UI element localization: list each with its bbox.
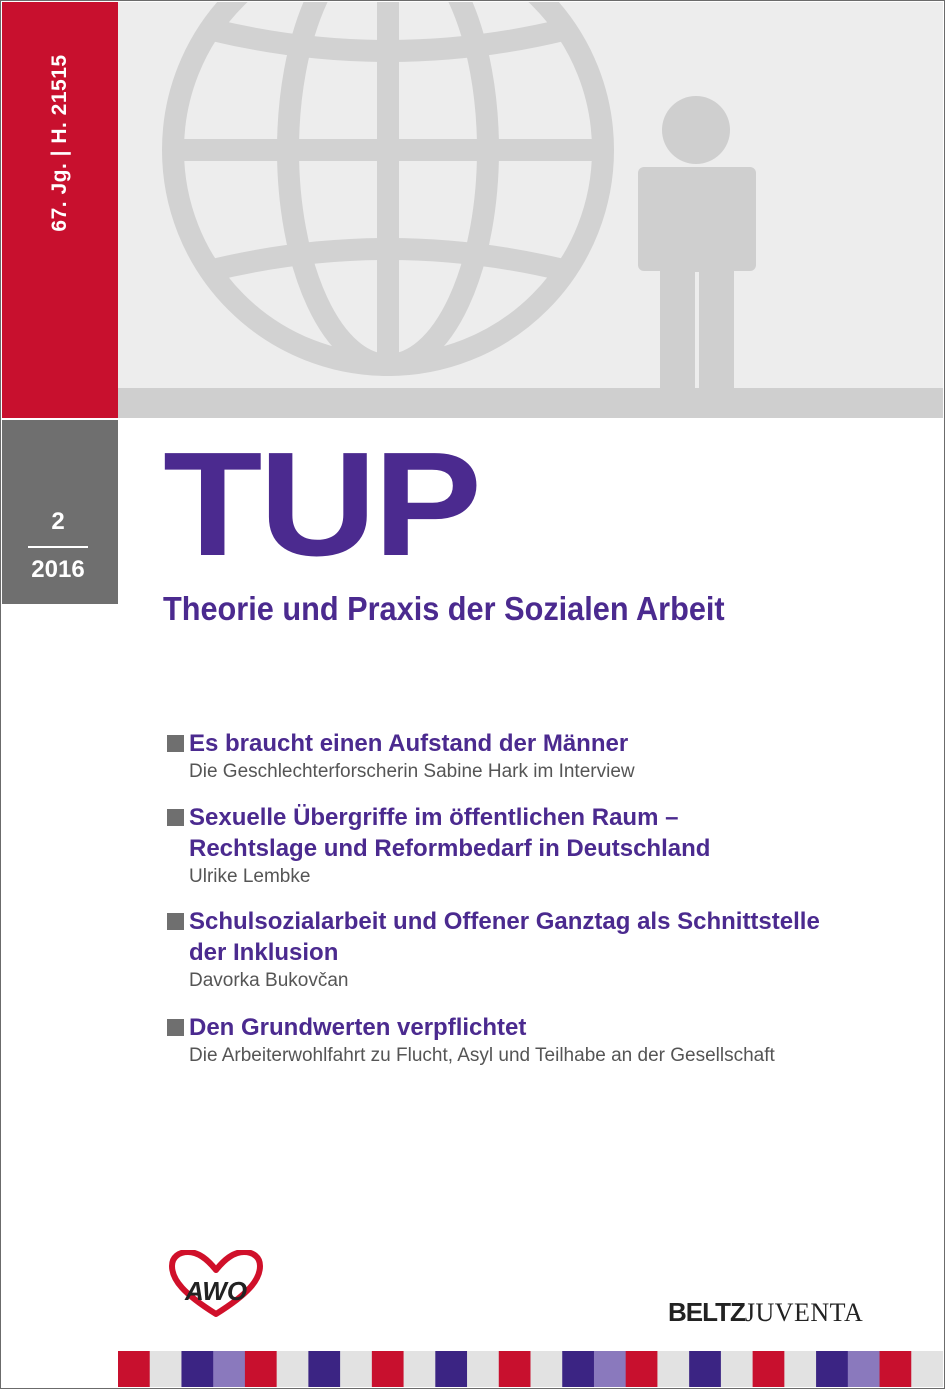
awo-text: AWO bbox=[184, 1276, 248, 1306]
journal-subtitle: Theorie und Praxis der Sozialen Arbeit bbox=[163, 590, 725, 627]
stripe-segment bbox=[880, 1351, 912, 1387]
stripe-segment bbox=[308, 1351, 340, 1387]
bullet-square bbox=[167, 809, 184, 826]
bullet-square bbox=[167, 913, 184, 930]
stripe-segment bbox=[467, 1351, 499, 1387]
stripe-segment bbox=[626, 1351, 658, 1387]
bullet-square bbox=[167, 735, 184, 752]
stripe-segment bbox=[118, 1351, 150, 1387]
stripe-segment bbox=[753, 1351, 785, 1387]
stripe-segment bbox=[848, 1351, 880, 1387]
stripe-segment bbox=[816, 1351, 848, 1387]
issue-year: 2016 bbox=[31, 556, 85, 583]
stripe-segment bbox=[594, 1351, 626, 1387]
article-title: der Inklusion bbox=[189, 939, 339, 966]
article-author: Davorka Bukovčan bbox=[189, 970, 349, 991]
stripe-segment bbox=[245, 1351, 277, 1387]
article-author: Ulrike Lembke bbox=[189, 866, 311, 887]
journal-title: TUP bbox=[163, 422, 479, 587]
stripe-segment bbox=[657, 1351, 689, 1387]
awo-logo bbox=[166, 1250, 266, 1318]
stripe-segment bbox=[340, 1351, 372, 1387]
publisher-logo bbox=[668, 1297, 863, 1328]
publisher-beltz: BELTZ bbox=[668, 1297, 745, 1327]
stripe-segment bbox=[689, 1351, 721, 1387]
volume-text: 67. Jg. | H. 21515 bbox=[48, 54, 71, 232]
globe-icon bbox=[173, 2, 603, 365]
article-title: Sexuelle Übergriffe im öffentlichen Raum – bbox=[189, 804, 679, 831]
stripe-segment bbox=[181, 1351, 213, 1387]
stripe-segment bbox=[435, 1351, 467, 1387]
bullet-square bbox=[167, 1019, 184, 1036]
stripe-segment bbox=[150, 1351, 182, 1387]
article-author: Die Arbeiterwohlfahrt zu Flucht, Asyl und Teilhabe an der Gesellschaft bbox=[189, 1045, 775, 1066]
stripe-segment bbox=[213, 1351, 245, 1387]
stripe-segment bbox=[499, 1351, 531, 1387]
hero-illustration bbox=[118, 2, 943, 418]
issue-number: 2 bbox=[51, 508, 65, 535]
stripe-segment bbox=[784, 1351, 816, 1387]
publisher-juventa: JUVENTA bbox=[744, 1298, 864, 1327]
stripe-segment bbox=[562, 1351, 594, 1387]
stripe-segment bbox=[277, 1351, 309, 1387]
article-title: Den Grundwerten verpflichtet bbox=[189, 1014, 527, 1041]
stripe-segment bbox=[911, 1351, 943, 1387]
stripe-segment bbox=[372, 1351, 404, 1387]
color-stripe bbox=[118, 1351, 943, 1387]
stripe-segment bbox=[721, 1351, 753, 1387]
stripe-segment bbox=[404, 1351, 436, 1387]
stripe-segment bbox=[531, 1351, 563, 1387]
article-author: Die Geschlechterforscherin Sabine Hark im Interview bbox=[189, 761, 635, 782]
article-title: Schulsozialarbeit und Offener Ganztag als Schnittstelle bbox=[189, 908, 820, 935]
ground-bar bbox=[118, 388, 943, 418]
article-title: Rechtslage und Reformbedarf in Deutschland bbox=[189, 835, 711, 862]
issue-divider bbox=[28, 546, 88, 548]
article-title: Es braucht einen Aufstand der Männer bbox=[189, 730, 629, 757]
